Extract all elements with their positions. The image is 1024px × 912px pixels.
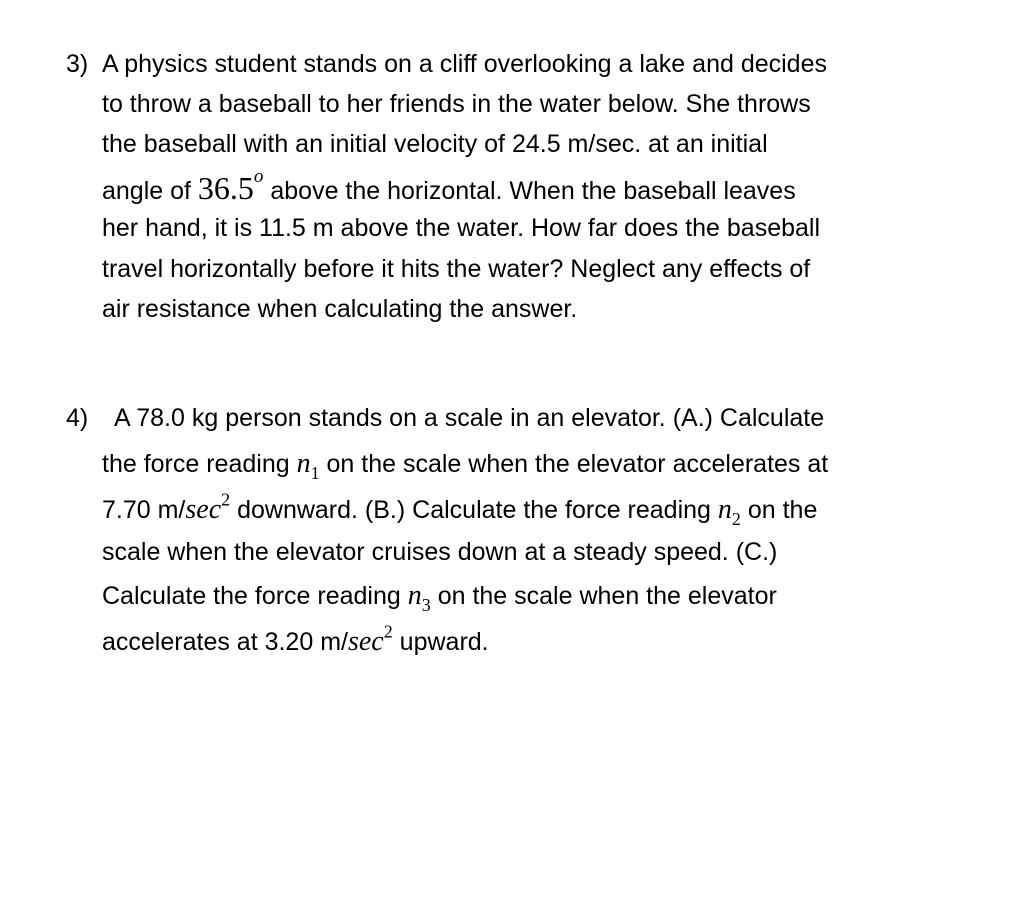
text-segment: downward. (B.) Calculate the force reading <box>230 496 718 524</box>
degree-symbol: o <box>253 165 264 187</box>
problem-text-line: A 78.0 kg person stands on a scale in an elevator. (A.) Calculate <box>114 404 825 432</box>
problem-text-line: to throw a baseball to her friends in the water below. She throws <box>102 90 811 118</box>
problem-text-line <box>102 621 489 660</box>
variable-n: n <box>717 494 732 525</box>
text-segment: the force reading <box>102 450 297 478</box>
problem-text-line <box>102 165 796 206</box>
text-segment: above the horizontal. When the baseball leaves <box>263 177 796 205</box>
text-segment: angle of <box>102 177 198 205</box>
unit-sec: sec <box>347 626 384 657</box>
exponent: 2 <box>383 621 393 642</box>
variable-n: n <box>407 580 422 611</box>
problem-number: 3) <box>66 50 89 78</box>
problem-text-line: air resistance when calculating the answer. <box>102 295 578 323</box>
text-segment: 7.70 m/ <box>102 496 186 524</box>
unit-sec: sec <box>185 494 222 525</box>
subscript: 2 <box>731 509 741 530</box>
problem-text-line: travel horizontally before it hits the water? Neglect any effects of <box>102 255 811 283</box>
problem-text-line <box>102 578 777 614</box>
text-segment: on the scale when the elevator accelerates at <box>319 450 829 478</box>
subscript: 3 <box>421 595 431 616</box>
angle-value: 36.5 <box>197 170 254 206</box>
problem-text-line: scale when the elevator cruises down at a steady speed. (C.) <box>102 538 778 566</box>
problem-text-line <box>102 489 818 530</box>
problem-text-line: the baseball with an initial velocity of 24.5 m/sec. at an initial <box>102 130 768 158</box>
problem-number: 4) <box>66 404 89 432</box>
subscript: 1 <box>310 463 320 484</box>
text-segment: Calculate the force reading <box>102 582 408 610</box>
text-segment: on the scale when the elevator <box>430 582 777 610</box>
text-segment: upward. <box>392 628 489 656</box>
variable-n: n <box>296 448 311 479</box>
exponent: 2 <box>221 489 231 510</box>
problem-text-line: her hand, it is 11.5 m above the water. How far does the baseball <box>102 214 821 242</box>
problem-text-line <box>102 446 828 482</box>
text-segment: accelerates at 3.20 m/ <box>102 628 348 656</box>
problem-text-line: A physics student stands on a cliff overlooking a lake and decides <box>102 50 827 78</box>
text-segment: on the <box>740 496 818 524</box>
